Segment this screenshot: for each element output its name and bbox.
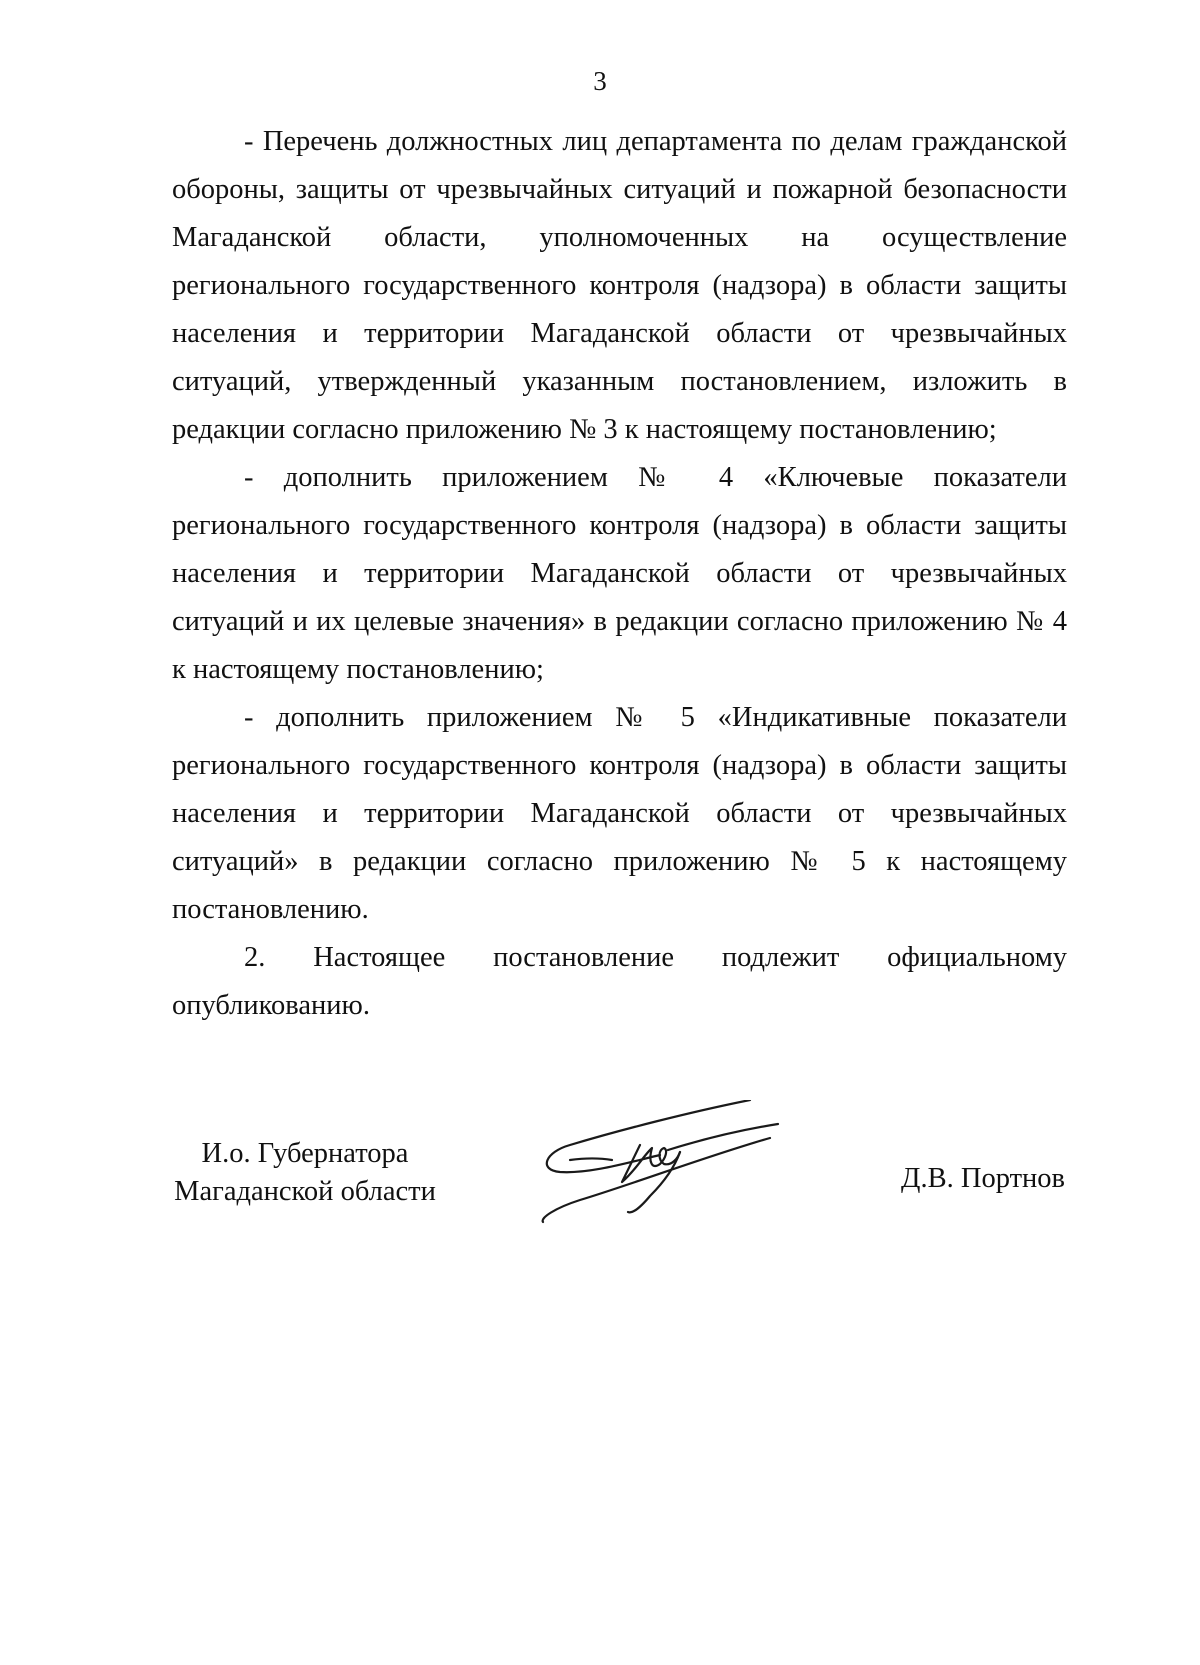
position-line-1: И.о. Губернатора xyxy=(201,1138,409,1169)
signatory-position xyxy=(160,1135,450,1211)
page-number: 3 xyxy=(593,66,607,96)
position-line-2: Магаданской области xyxy=(174,1176,436,1207)
document-body xyxy=(172,118,1067,1030)
paragraph-appendix-5: - дополнить приложением № 5 «Индикативные показатели регионального государственного контроля (надзора) в области защиты населения и территории Магаданской области от чрезвычайных ситуаций» в редакции согласно приложению № 5 к настоящему постановлению. xyxy=(172,702,1067,925)
handwritten-signature xyxy=(540,1100,820,1250)
paragraph-publication: 2. Настоящее постановление подлежит официальному опубликованию. xyxy=(172,942,1067,1021)
signer-name: Д.В. Портнов xyxy=(901,1163,1065,1194)
paragraph-list-of-officials: - Перечень должностных лиц департамента по делам гражданской обороны, защиты от чрезвычайных ситуаций и пожарной безопасности Магаданской области, уполномоченных на осуществление регионального государственного контроля (надзора) в области защиты населения и территории Магаданской области от чрезвычайных ситуаций, утвержденный указанным постановлением, изложить в редакции согласно приложению № 3 к настоящему постановлению; xyxy=(172,126,1067,445)
paragraph-appendix-4: - дополнить приложением № 4 «Ключевые показатели регионального государственного контроля (надзора) в области защиты населения и территории Магаданской области от чрезвычайных ситуаций и их целевые значения» в редакции согласно приложению № 4 к настоящему постановлению; xyxy=(172,462,1067,685)
